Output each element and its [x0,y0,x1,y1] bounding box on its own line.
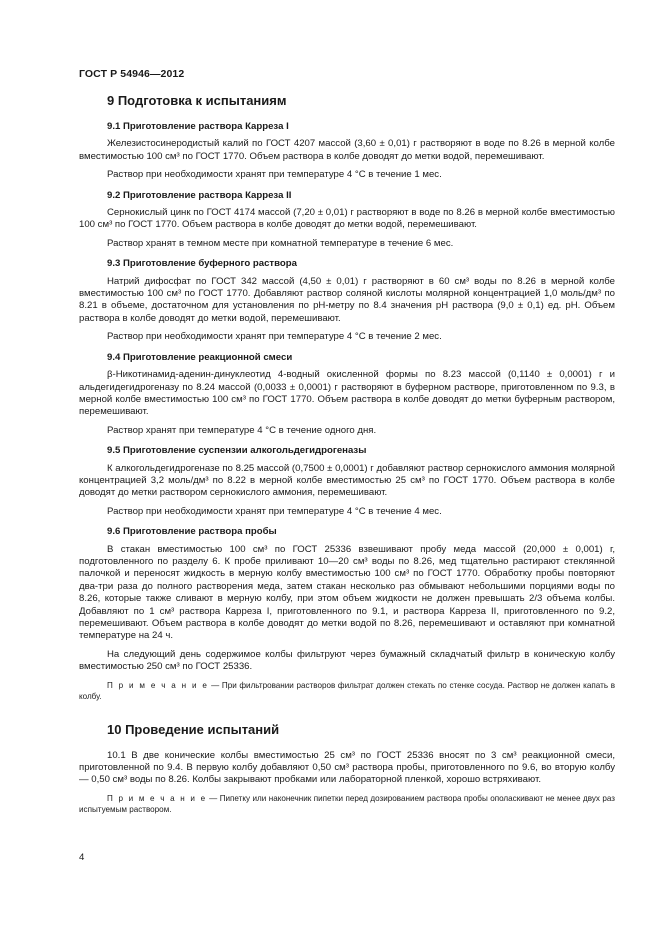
subsection-9-6-note [79,680,615,702]
note-text: — При фильтровании растворов фильтрат должен стекать по стенке сосуда. Раствор не должен капать в колбу. [79,680,615,701]
subsection-9-2-paragraph-1: Сернокислый цинк по ГОСТ 4174 массой (7,20 ± 0,01) г растворяют в воде по 8.26 в мерной колбе вместимостью 100 см³ по ГОСТ 1770. Объем раствора в колбе доводят до метки водой, перемешивают. [79,207,615,231]
subsection-9-1-paragraph-1: Железистосинеродистый калий по ГОСТ 4207 массой (3,60 ± 0,01) г растворяют в воде по 8.26 в мерной колбе вместимостью 100 см³ по ГОСТ 1770. Объем раствора в колбе доводят до метки водой, перемешивают. [79,138,615,162]
section-10-paragraph-1: 10.1 В две конические колбы вместимостью 25 см³ по ГОСТ 25336 вносят по 3 см³ реакционной смеси, приготовленной по 9.4. В первую колбу добавляют 0,50 см³ раствора пробы, приготовленного по 9.6, во вторую колбу — 0,50 см³ воды по 8.26. Колбы закрывают пробками или лабораторной пленкой, хорошо встряхивают. [79,749,615,786]
section-10-title: 10 Проведение испытаний [107,721,280,737]
subsection-9-2-title: 9.2 Приготовление раствора Карреза II [107,189,292,201]
document-body [79,93,615,835]
note-label: П р и м е ч а н и е [107,680,209,690]
subsection-9-2-paragraph-2: Раствор хранят в темном месте при комнатной температуре в течение 6 мес. [107,237,454,249]
document-code-header: ГОСТ Р 54946—2012 [79,68,185,80]
subsection-9-3-paragraph-1: Натрий дифосфат по ГОСТ 342 массой (4,50 ± 0,01) г растворяют в 60 см³ воды по 8.26 в мерной колбе вместимостью 100 см³ по ГОСТ 1770. Добавляют раствор соляной кислоты молярной концентрацией 1,0 моль/дм³ по 8.21 в объеме, достаточном для установления по pH-метру по 8.4 значения pH раствора (9,0 ± 0,1) ед. pH. Объем раствора в колбе доводят до метки водой, перемешивают. [79,275,615,324]
note-label: П р и м е ч а н и е [107,793,207,803]
subsection-9-5-paragraph-2: Раствор при необходимости хранят при температуре 4 °С в течение 4 мес. [107,505,442,517]
subsection-9-3-paragraph-2: Раствор при необходимости хранят при температуре 4 °С в течение 2 мес. [107,331,442,343]
subsection-9-6-paragraph-1: В стакан вместимостью 100 см³ по ГОСТ 25336 взвешивают пробу меда массой (20,000 ± 0,001) г, подготовленного по разделу 6. К пробе приливают 10—20 см³ воды по 8.26, мед тщательно растирают стеклянной палочкой и переносят жидкость в мерную колбу вместимостью 100 см³ по ГОСТ 1770. Обработку пробы повторяют два-три раза до полного растворения меда, затем стакан несколько раз обмывают небольшими порциями воды по 8.26, которые также сливают в мерную колбу, при этом объем жидкости не должен превышать 2/3 объема колбы. Добавляют по 1 см³ раствора Карреза I, приготовленного по 9.1, и раствора Карреза II, приготовленного по 9.2, перемешивают. Объем раствора в колбе доводят до метки водой по 8.26, перемешивают и оставляют при комнатной температуре на 24 ч. [79,543,615,642]
subsection-9-4-paragraph-1: β-Никотинамид-аденин-динуклеотид 4-водный окисленной формы по 8.23 массой (0,1140 ± 0,0001) г и альдегидегидрогеназу по 8.24 массой (0,0033 ± 0,0001) г растворяют в буферном растворе, приготовленном по 9.3, в мерной колбе вместимостью 100 см³ по ГОСТ 1770. Объем раствора в колбе доводят до метки буферным раствором, перемешивают. [79,369,615,418]
subsection-9-4-title: 9.4 Приготовление реакционной смеси [107,351,293,363]
note-text: — Пипетку или наконечник пипетки перед дозированием раствора пробы ополаскивают не менее двух раз испытуемым раствором. [79,793,615,814]
section-9-title: 9 Подготовка к испытаниям [107,93,287,108]
subsection-9-3-title: 9.3 Приготовление буферного раствора [107,258,297,270]
subsection-9-4-paragraph-2: Раствор хранят при температуре 4 °С в течение одного дня. [107,424,377,436]
subsection-9-6-paragraph-2: На следующий день содержимое колбы фильтруют через бумажный складчатый фильтр в коническую колбу вместимостью 250 см³ по ГОСТ 25336. [79,648,615,673]
subsection-9-5-paragraph-1: К алкогольдегидрогеназе по 8.25 массой (0,7500 ± 0,0001) г добавляют раствор сернокислого аммония молярной концентрацией 3,2 моль/дм³ по 8.22 в мерной колбе вместимостью 25 см³ по ГОСТ 1770. Объем раствора в колбе доводят до метки раствором сернокислого аммония, перемешивают. [79,462,615,499]
subsection-9-1-paragraph-2: Раствор при необходимости хранят при температуре 4 °С в течение 1 мес. [107,169,442,181]
page-number: 4 [79,852,85,863]
subsection-9-5-title: 9.5 Приготовление суспензии алкогольдегидрогеназы [107,445,367,457]
subsection-9-1-title: 9.1 Приготовление раствора Карреза I [107,121,289,132]
subsection-9-6-title: 9.6 Приготовление раствора пробы [107,526,277,538]
section-10-note [79,793,615,815]
